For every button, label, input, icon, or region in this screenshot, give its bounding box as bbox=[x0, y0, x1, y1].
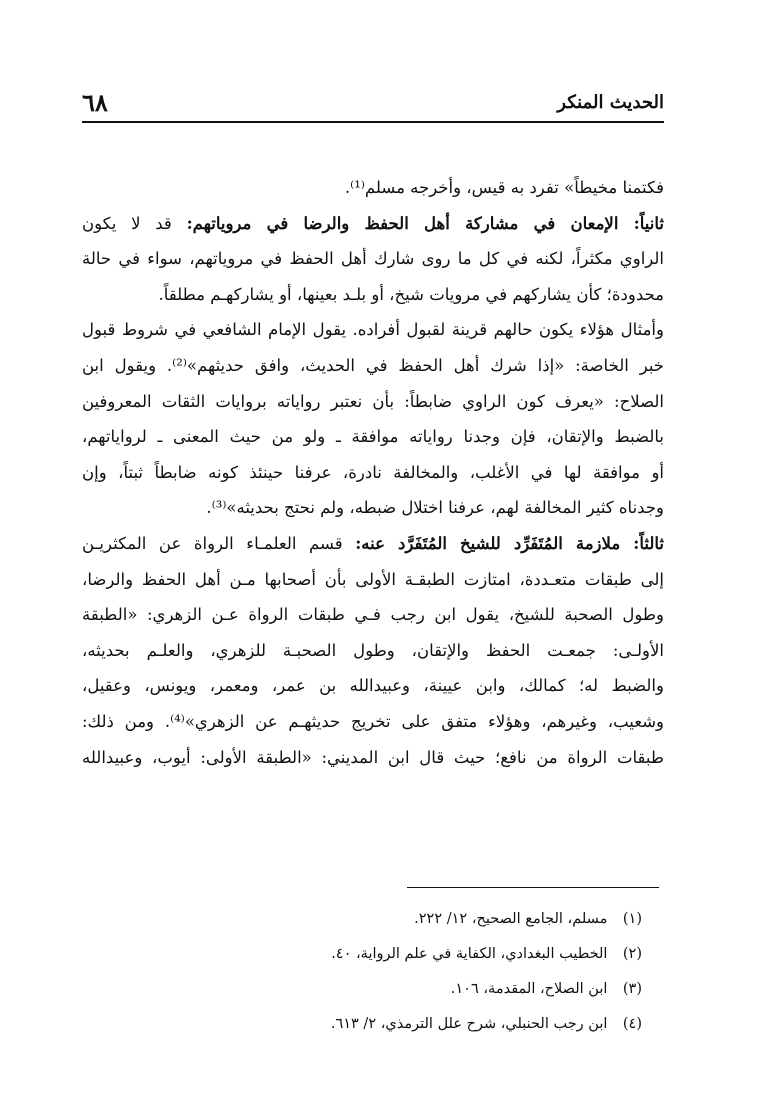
text-line bbox=[82, 170, 664, 206]
footnote-text: ابن الصلاح، المقدمة، ١٠٦. bbox=[450, 981, 608, 997]
text-line bbox=[82, 455, 664, 491]
text-run: قسم العلمـاء الرواة عن المكثريـن bbox=[82, 533, 356, 553]
footnote-rule bbox=[407, 887, 659, 888]
text-line bbox=[82, 526, 664, 562]
text-line bbox=[82, 277, 664, 313]
text-run: قد لا يكون bbox=[82, 213, 187, 233]
text-line bbox=[82, 740, 664, 776]
text-line bbox=[82, 633, 664, 669]
running-title: الحديث المنكر bbox=[557, 92, 664, 113]
text-run: أو موافقة لها في الأغلب، والمخالفة نادرة، عرفنا حينئذ كونه ضابطاً ثبتاً، وإن bbox=[82, 462, 664, 482]
text-run: طبقات الرواة من نافع؛ حيث قال ابن المديني: «الطبقة الأولى: أيوب، وعبيدالله bbox=[82, 747, 664, 767]
text-run: محدودة؛ كأن يشاركهم في مرويات شيخ، أو بلـد بعينها، أو يشاركهـم مطلقاً. bbox=[158, 284, 664, 304]
footnote-number: (٢) bbox=[622, 946, 642, 962]
text-run: وطول الصحبة للشيخ، يقول ابن رجب فـي طبقات الرواة عـن الزهري: «الطبقة bbox=[82, 605, 664, 625]
text-line bbox=[82, 562, 664, 598]
text-run: الصلاح: «يعرف كون الراوي ضابطاً: بأن نعتبر رواياته بروايات الثقات المعروفين bbox=[82, 391, 664, 411]
text-line bbox=[82, 668, 664, 704]
body-text bbox=[82, 170, 664, 775]
header-rule bbox=[82, 121, 664, 123]
footnote bbox=[82, 1007, 642, 1042]
text-run: وجدناه كثير المخالفة لهم، عرفنا اختلال ضبطه، ولم نحتج بحديثه»⁽³⁾. bbox=[206, 498, 664, 518]
text-run: الراوي مكثراً، لكنه في كل ما روى شارك أهل الحفظ في مروياتهم، سواء في حالة bbox=[82, 249, 664, 269]
text-line bbox=[82, 206, 664, 242]
footnote bbox=[82, 902, 642, 937]
text-run: خبر الخاصة: «إذا شرك أهل الحفظ في الحديث، وافق حديثهم»⁽²⁾. ويقول ابن bbox=[82, 355, 664, 375]
bold-heading-run: ثالثاً: ملازمة المُتَفَرِّد للشيخ المُتَفَرَّد عنه: bbox=[355, 533, 664, 553]
text-line bbox=[82, 312, 664, 348]
footnote-number: (١) bbox=[622, 911, 642, 927]
text-line bbox=[82, 490, 664, 526]
footnote-text: مسلم، الجامع الصحيح، ١٢/ ٢٢٢. bbox=[414, 911, 608, 927]
text-line bbox=[82, 348, 664, 384]
footnote-text: الخطيب البغدادي، الكفاية في علم الرواية، ٤٠. bbox=[331, 946, 608, 962]
text-line bbox=[82, 704, 664, 740]
text-line bbox=[82, 419, 664, 455]
footnote-number: (٤) bbox=[622, 1016, 642, 1032]
text-run: بالضبط والإتقان، فإن وجدنا رواياته موافقة ـ ولو من حيث المعنى ـ لرواياتهم، bbox=[82, 427, 664, 447]
text-run: وشعيب، وغيرهم، وهؤلاء متفق على تخريج حديثهـم عن الزهري»⁽⁴⁾. ومن ذلك: bbox=[82, 711, 664, 731]
footnote bbox=[82, 972, 642, 1007]
page-header bbox=[82, 88, 664, 118]
page-number: ٦٨ bbox=[82, 88, 108, 117]
footnote-text: ابن رجب الحنبلي، شرح علل الترمذي، ٢/ ٦١٣. bbox=[330, 1016, 608, 1032]
bold-heading-run: ثانياً: الإمعان في مشاركة أهل الحفظ والرضا في مروياتهم: bbox=[186, 213, 664, 233]
text-line bbox=[82, 597, 664, 633]
text-run: فكتمنا مخيطاً» تفرد به قيس، وأخرجه مسلم⁽¹⁾. bbox=[344, 178, 664, 197]
footnote-number: (٣) bbox=[622, 981, 642, 997]
text-line bbox=[82, 384, 664, 420]
text-run: الأولـى: جمعـت الحفظ والإتقان، وطول الصحبـة للزهري، والعلـم بحديثه، bbox=[82, 640, 664, 660]
text-line bbox=[82, 241, 664, 277]
footnotes bbox=[82, 902, 642, 1042]
text-run: وأمثال هؤلاء يكون حالهم قرينة لقبول أفراده. يقول الإمام الشافعي في شروط قبول bbox=[82, 320, 664, 340]
footnote bbox=[82, 937, 642, 972]
text-run: والضبط له؛ كمالك، وابن عيينة، وعبيدالله بن عمر، ومعمر، ويونس، وعقيل، bbox=[82, 676, 664, 696]
text-run: إلى طبقات متعـددة، امتازت الطبقـة الأولى بأن أصحابها مـن أهل الحفظ والرضا، bbox=[82, 569, 664, 589]
